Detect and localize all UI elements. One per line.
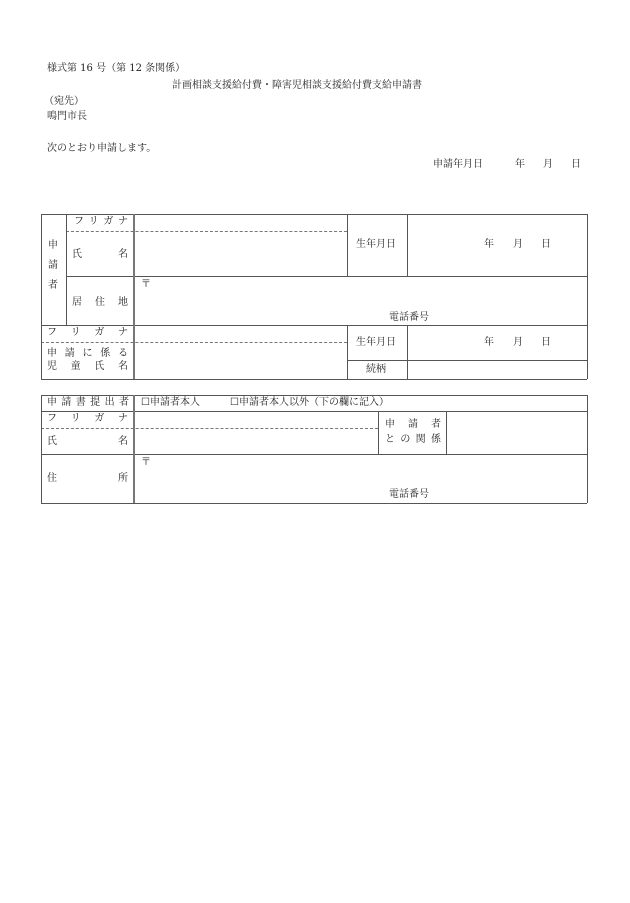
char: フ [47, 413, 57, 424]
submitter-address-label [47, 473, 128, 485]
date-year: 年 [515, 159, 525, 170]
char: 氏 [94, 361, 105, 372]
char: 関 [415, 434, 426, 445]
applicant-name-label [72, 249, 128, 261]
postal-mark: 〒 [141, 279, 151, 290]
char: 申 [47, 348, 57, 359]
date-month: 月 [543, 159, 553, 170]
applicant-group-label: 申請者 [48, 240, 58, 291]
char: ガ [94, 327, 105, 338]
submitter-furigana-label [47, 413, 128, 425]
char: フ [47, 327, 57, 338]
char: 住 [47, 473, 57, 484]
child-birth-year: 年 [484, 337, 494, 348]
char: 請 [61, 397, 72, 408]
applicant-name-field[interactable] [138, 232, 346, 275]
char: 者 [118, 397, 129, 408]
char: 名 [117, 361, 128, 372]
relation-label-line1 [385, 419, 441, 431]
document-title: 計画相談支援給付費・障害児相談支援給付費支給申請書 [172, 80, 422, 91]
char: 名 [118, 436, 128, 447]
submitter-label [47, 397, 129, 409]
applicant-birth-year: 年 [484, 239, 494, 250]
child-birth-month: 月 [513, 337, 523, 348]
char: 申 [385, 419, 395, 430]
child-birth-label: 生年月日 [356, 337, 396, 348]
char: と [385, 434, 395, 445]
child-name-label-line1 [47, 348, 128, 360]
intro-text: 次のとおり申請します。 [47, 143, 157, 154]
char: 者 [431, 419, 441, 430]
char: ガ [103, 216, 114, 227]
char: 出 [104, 397, 115, 408]
char: ガ [94, 413, 105, 424]
char: フ [74, 216, 84, 227]
child-relation-label: 続柄 [366, 364, 386, 375]
submitter-phone-label: 電話番号 [389, 489, 429, 500]
applicant-birth-month: 月 [513, 239, 523, 250]
char: 氏 [72, 249, 82, 260]
child-birth-day: 日 [541, 337, 551, 348]
char: 係 [430, 434, 441, 445]
date-day: 日 [571, 159, 581, 170]
submitter-postal-mark: 〒 [141, 457, 151, 468]
char: 地 [118, 297, 128, 308]
char: 請 [408, 419, 418, 430]
char: 請 [64, 348, 75, 359]
char: リ [70, 327, 81, 338]
child-name-label-line2 [47, 361, 128, 373]
applicant-address-label [72, 297, 128, 309]
applicant-furigana-label [74, 216, 128, 228]
addressee-label: （宛先） [44, 96, 84, 107]
char: 名 [118, 249, 128, 260]
char: 氏 [47, 436, 57, 447]
char: 所 [118, 473, 128, 484]
char: 提 [90, 397, 101, 408]
char: る [118, 348, 128, 359]
relation-label-line2 [385, 434, 441, 446]
char: 童 [70, 361, 81, 372]
char: 児 [47, 361, 57, 372]
char: リ [88, 216, 99, 227]
char: 住 [95, 297, 105, 308]
addressee: 鳴門市長 [47, 111, 87, 122]
char: ナ [117, 413, 128, 424]
char: 書 [75, 397, 86, 408]
char: ナ [117, 327, 128, 338]
char: 居 [72, 297, 82, 308]
char: の [400, 434, 411, 445]
submitter-name-label [47, 436, 128, 448]
char: 申 [47, 397, 57, 408]
char: に [82, 348, 93, 359]
form-number: 様式第 16 号（第 12 条関係） [47, 63, 186, 74]
char: ナ [117, 216, 128, 227]
applicant-birth-label: 生年月日 [356, 239, 396, 250]
checkbox-applicant-self[interactable]: ☐申請者本人 [141, 397, 200, 408]
applicant-furigana-field[interactable] [138, 215, 346, 230]
checkbox-other-than-applicant[interactable]: ☐申請者本人以外（下の欄に記入） [230, 397, 389, 408]
application-date-label: 申請年月日 [433, 159, 483, 170]
char: リ [70, 413, 81, 424]
char: 係 [100, 348, 111, 359]
child-furigana-label [47, 327, 128, 339]
applicant-phone-label: 電話番号 [389, 312, 429, 323]
applicant-birth-day: 日 [541, 239, 551, 250]
